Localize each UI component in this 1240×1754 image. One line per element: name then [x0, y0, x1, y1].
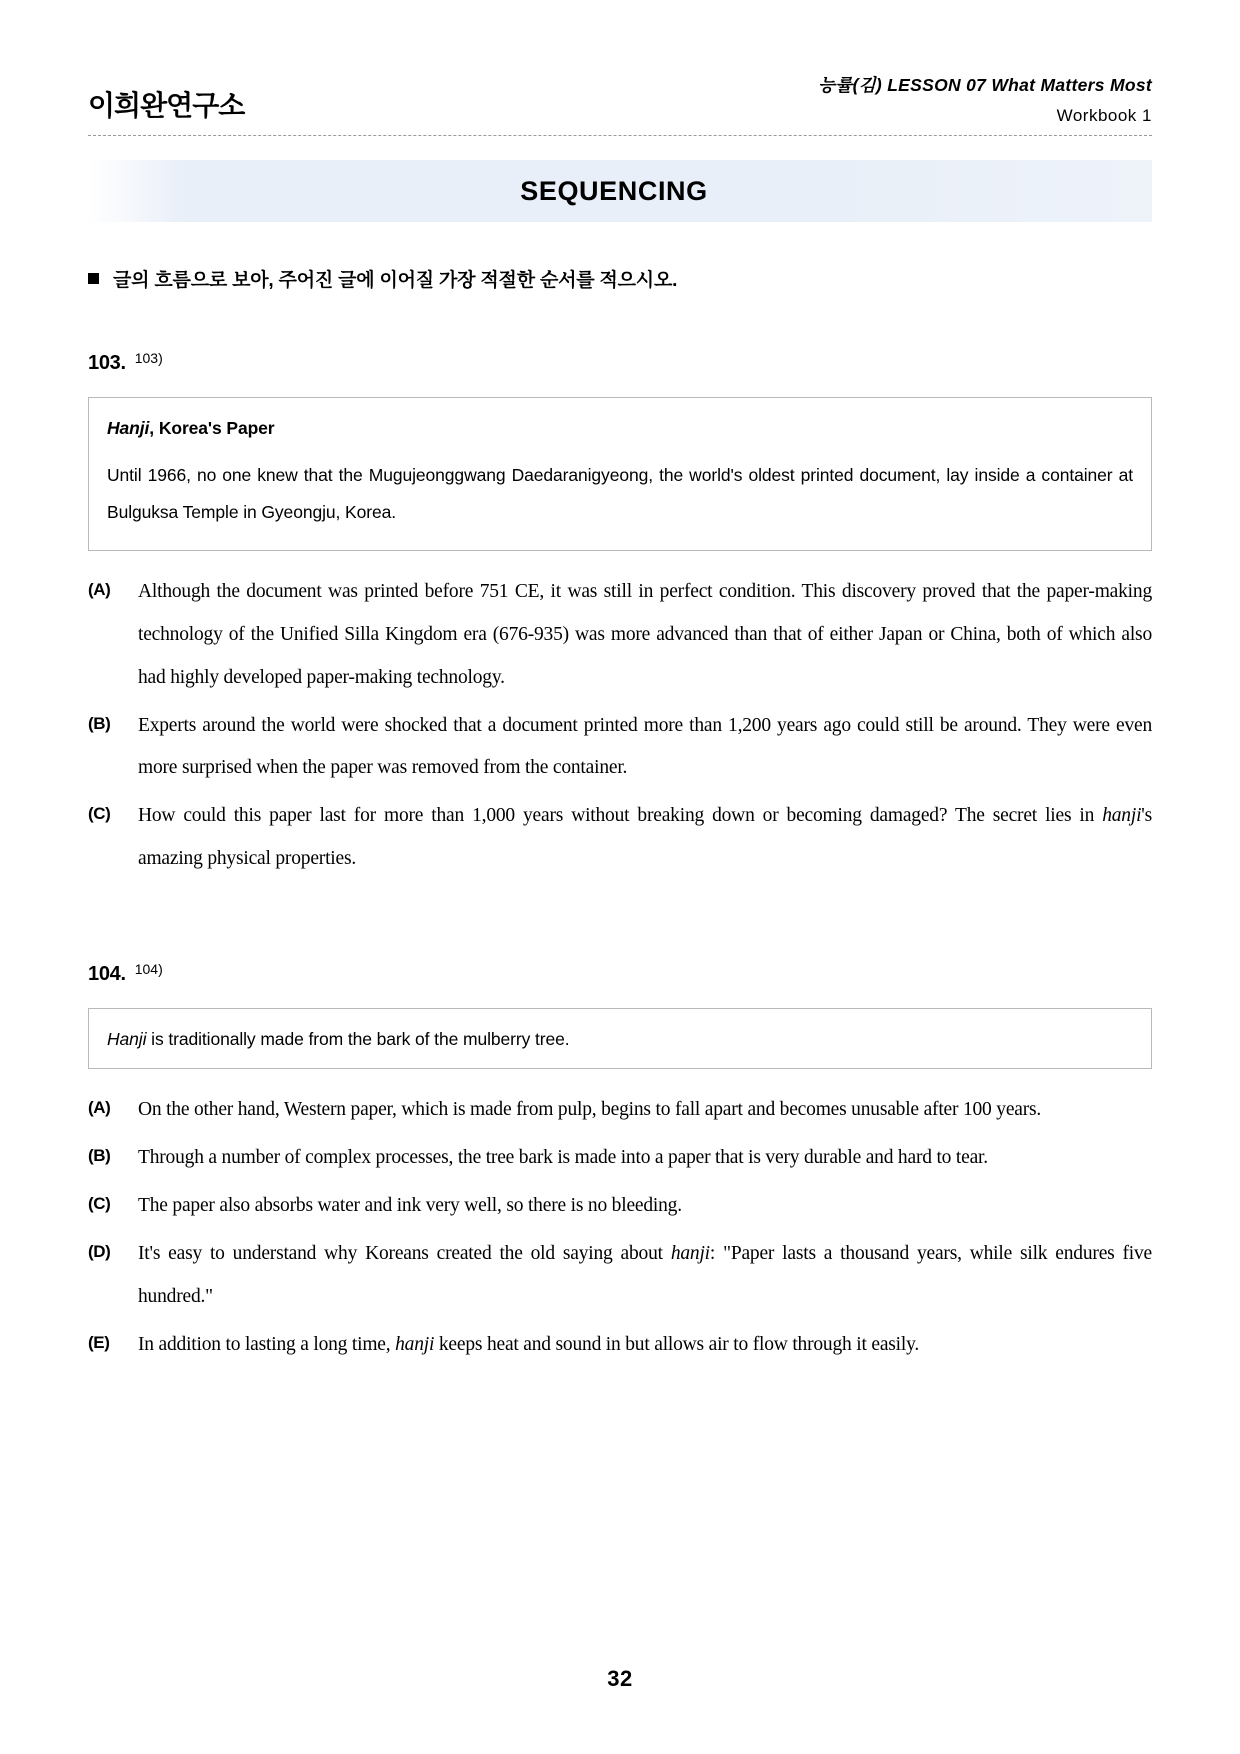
passage-body [107, 1026, 1133, 1052]
passage-box [88, 1008, 1152, 1069]
option-text [138, 795, 1152, 881]
option-text-before: How could this paper last for more than 1,000 years without breaking down or becoming damaged? The secret lies in [138, 805, 1103, 827]
passage-title [107, 418, 1133, 439]
option-text-after: 's amazing physical properties. [138, 805, 1152, 870]
option-label: (D) [88, 1242, 111, 1262]
option-label: (C) [88, 1194, 111, 1214]
question-number: 103. [88, 352, 126, 374]
option-text-italic: hanji [670, 1243, 710, 1265]
options-list [88, 1089, 1152, 1366]
option-text: The paper also absorbs water and ink very well, so there is no bleeding. [138, 1195, 682, 1217]
option-item [88, 1089, 1152, 1132]
question-reference: 103) [134, 350, 163, 366]
option-item [88, 1137, 1152, 1180]
page-header [88, 52, 1152, 126]
option-text: Experts around the world were shocked that a document printed more than 1,200 years ago could still be around. They were even more surprised when the paper was removed from the container. [138, 714, 1152, 779]
option-text: On the other hand, Western paper, which is made from pulp, begins to fall apart and becomes unusable after 100 years. [138, 1099, 1042, 1121]
option-text [138, 1324, 1152, 1367]
option-label: (A) [88, 1098, 111, 1118]
question-reference: 104) [134, 961, 163, 978]
passage-body: Until 1966, no one knew that the Mugujeonggwang Daedaranigyeong, the world's oldest printed document, lay inside a container at Bulguksa Temple in Gyeongju, Korea. [107, 465, 1133, 523]
option-text-after: : "Paper lasts a thousand years, while silk endures five hundred." [138, 1243, 1152, 1307]
page-footer [0, 1666, 1240, 1692]
passage-title-italic: Hanji [107, 418, 150, 438]
option-label: (B) [88, 1146, 111, 1166]
question-103 [88, 352, 1152, 881]
option-text: Through a number of complex processes, the tree bark is made into a paper that is very durable and hard to tear. [138, 1147, 988, 1169]
question-104 [88, 963, 1152, 1367]
option-label: (A) [88, 579, 111, 599]
brand-logo-text: 이희완연구소 [88, 90, 245, 121]
option-item [88, 1324, 1152, 1367]
workbook-label: Workbook 1 [1056, 106, 1152, 125]
instruction-row [88, 265, 1152, 292]
instruction-text: 글의 흐름으로 보아, 주어진 글에 이어질 가장 적절한 순서를 적으시오. [113, 270, 678, 291]
option-item [88, 571, 1152, 700]
page-number: 32 [607, 1666, 633, 1691]
section-banner [88, 160, 1152, 222]
option-label: (C) [88, 804, 111, 824]
options-list [88, 571, 1152, 881]
option-text [138, 1233, 1152, 1319]
option-text-after: keeps heat and sound in but allows air to flow through it easily. [434, 1333, 920, 1355]
option-item [88, 795, 1152, 881]
question-number-row [88, 352, 1152, 375]
lesson-title: 능률(김) LESSON 07 What Matters Most [818, 75, 1152, 95]
passage-title-rest: , Korea's Paper [149, 418, 275, 438]
page-title: SEQUENCING [520, 175, 708, 206]
square-bullet-icon [88, 273, 99, 284]
option-item [88, 1185, 1152, 1228]
option-text: Although the document was printed before 751 CE, it was still in perfect condition. This discovery proved that the paper-making technology of the Unified Silla Kingdom era (676-935) was more advanced than that of either Japan or China, both of which also had highly developed paper-making technology. [138, 580, 1152, 688]
option-label: (B) [88, 713, 111, 733]
option-text-before: It's easy to understand why Koreans created the old saying about [138, 1243, 671, 1265]
option-text-italic: hanji [1102, 805, 1142, 827]
passage-box [88, 397, 1152, 551]
option-label: (E) [88, 1332, 110, 1352]
passage-body-rest: is traditionally made from the bark of the mulberry tree. [146, 1029, 570, 1050]
header-divider [88, 135, 1152, 136]
option-item [88, 705, 1152, 791]
option-text-before: In addition to lasting a long time, [138, 1333, 396, 1355]
passage-italic-term: Hanji [107, 1029, 147, 1050]
option-item [88, 1233, 1152, 1319]
question-number-row [88, 963, 1152, 986]
header-meta [818, 72, 1152, 126]
question-number: 104. [88, 963, 126, 986]
option-text-italic: hanji [395, 1333, 435, 1355]
